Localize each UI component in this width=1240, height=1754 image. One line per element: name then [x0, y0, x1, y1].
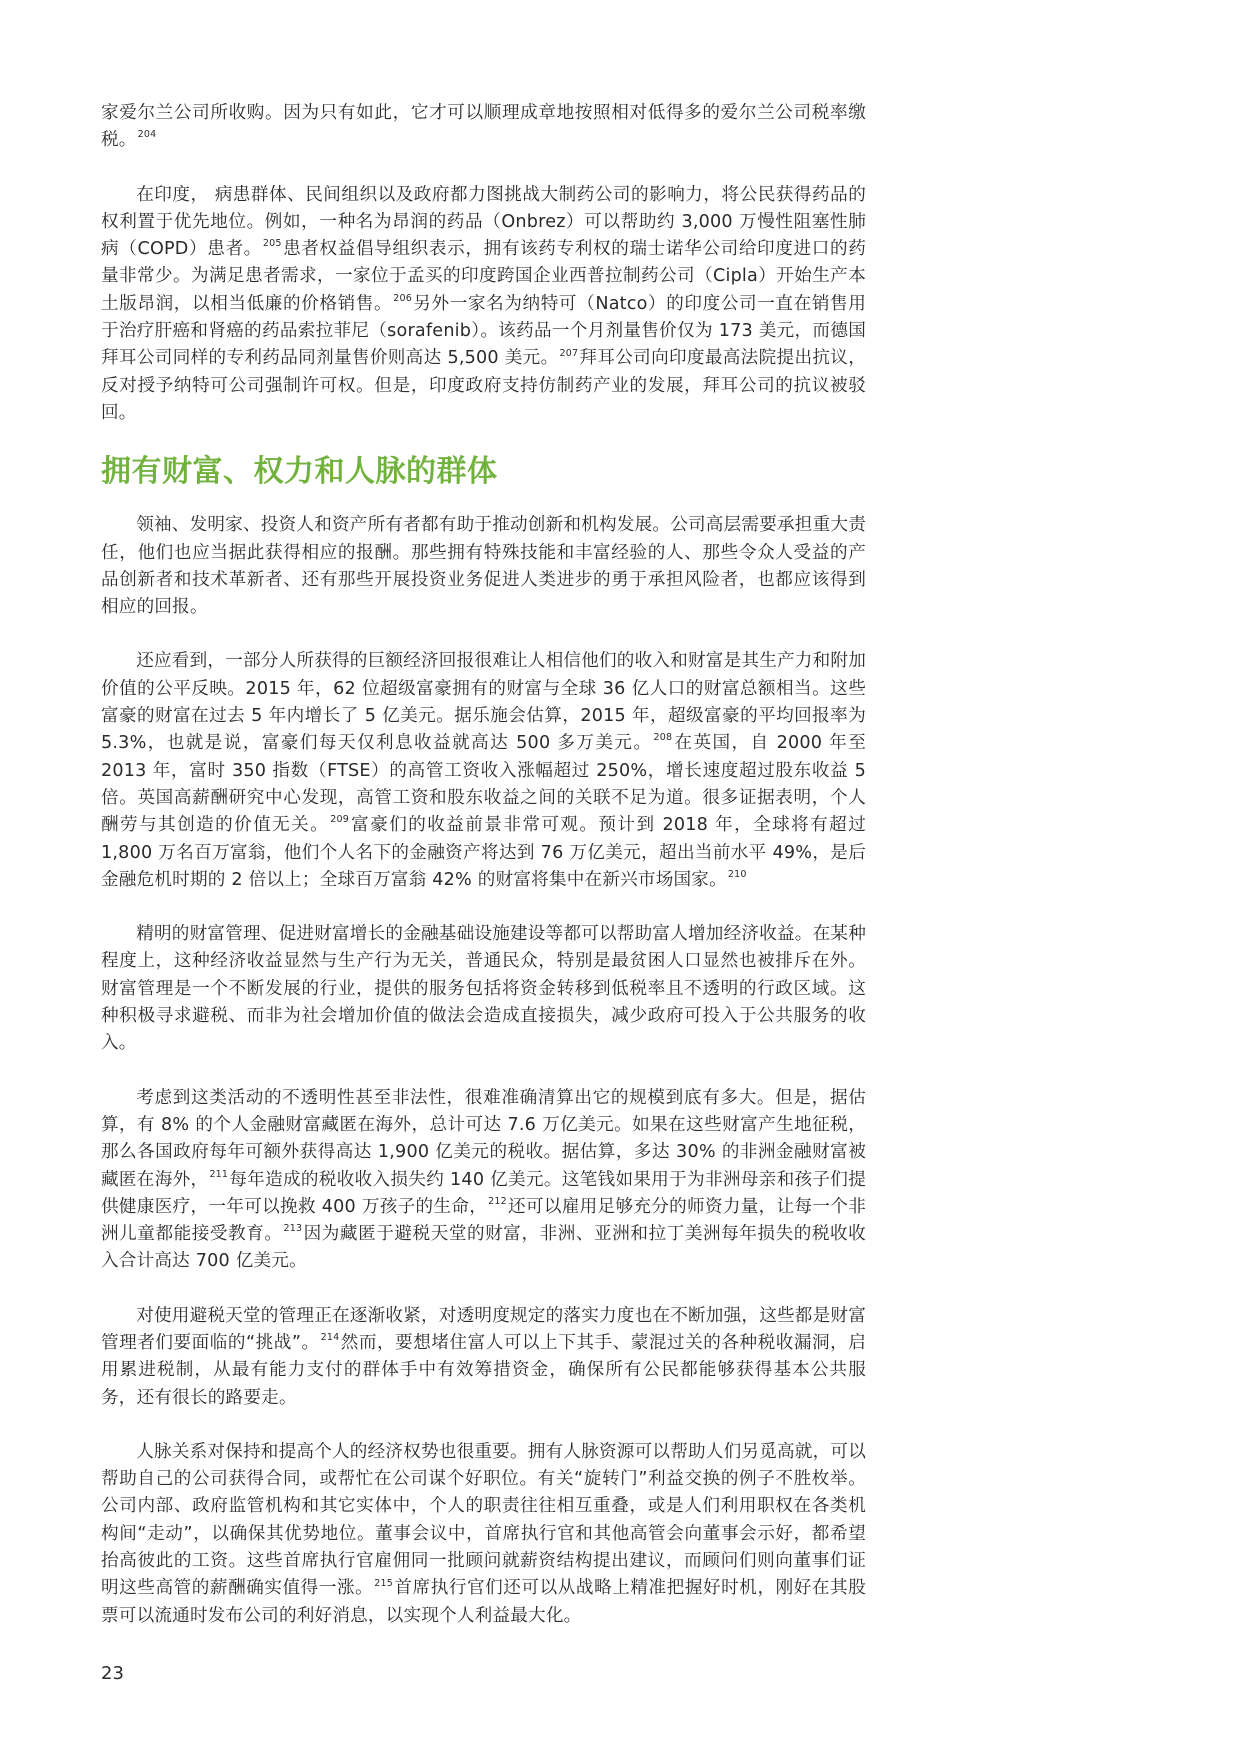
paragraph-text: 在英国，自 2000 年至 2013 年，富时 350 指数（FTSE）的高管工资收入涨幅超过 250%，增长速度超过股东收益 5 倍。英国高薪酬研究中心发现，高管工资和股东收益之间的关联不足为道。很多证据表明，个人酬劳与其创造的价值无关。: [101, 733, 866, 836]
paragraph-text: 对使用避税天堂的管理正在逐渐收紧，对透明度规定的落实力度也在不断加强，这些都是财富管理者们要面临的“挑战”。: [101, 1305, 866, 1353]
paragraph-text: 人脉关系对保持和提高个人的经济权势也很重要。拥有人脉资源可以帮助人们另觅高就，可以帮助自己的公司获得合同，或帮忙在公司谋个好职位。有关“旋转门”利益交换的例子不胜枚举。公司内部、政府监管机构和其它实体中，个人的职责往往相互重叠，或是人们利用职权在各类机构间“走动”，以确保其优势地位。董事会议中，首席执行官和其他高管会向董事会示好，都希望抬高彼此的工资。这些首席执行官雇佣同一批顾问就薪资结构提出建议，而顾问们则向董事们证明这些高管的薪酬确实值得一涨。: [101, 1441, 866, 1599]
page-number: 23: [101, 1663, 124, 1684]
footnote-ref: 211: [209, 1168, 229, 1180]
paragraph-text: 领袖、发明家、投资人和资产所有者都有助于推动创新和机构发展。公司高层需要承担重大责任，他们也应当据此获得相应的报酬。那些拥有特殊技能和丰富经验的人、那些令众人受益的产品创新者和技术革新者、还有那些开展投资业务促进人类进步的勇于承担风险者，也都应该得到相应的回报。: [101, 515, 866, 618]
footnote-ref: 210: [727, 868, 747, 880]
paragraph-text: 还可以雇用足够充分的师资力量，让每一个非洲儿童都能接受教育。: [101, 1196, 866, 1245]
paragraph-p5: [101, 921, 866, 1057]
paragraph-p2: [101, 182, 866, 428]
paragraph-text: 另外一家名为纳特可（Natco）的印度公司一直在销售用于治疗肝癌和肾癌的药品索拉菲尼（sorafenib）。该药品一个月剂量售价仅为 173 美元，而德国拜耳公司同样的专利药品同剂量售价则高达 5,500 美元。: [101, 293, 867, 369]
paragraph-text: 然而，要想堵住富人可以上下其手、蒙混过关的各种税收漏洞，启用累进税制，从最有能力支付的群体手中有效筹措资金，确保所有公民都能够获得基本公共服务，还有很长的路要走。: [101, 1332, 866, 1408]
footnote-ref: 205: [262, 238, 282, 250]
paragraph-text: 富豪们的收益前景非常可观。预计到 2018 年，全球将有超过 1,800 万名百万富翁，他们个人名下的金融资产将达到 76 万亿美元，超出当前水平 49%，是后金融危机时期的 2 倍以上；全球百万富翁 42% 的财富将集中在新兴市场国家。: [101, 815, 866, 890]
section-heading: 拥有财富、权力和人脉的群体: [101, 454, 498, 490]
paragraph-p6: [101, 1085, 866, 1276]
paragraph-text: 因为藏匿于避税天堂的财富，非洲、亚洲和拉丁美洲每年损失的税收收入合计高达 700 亿美元。: [101, 1224, 866, 1272]
footnote-ref: 213: [283, 1223, 303, 1235]
paragraph-p7: [101, 1303, 866, 1412]
paragraph-p4: [101, 648, 866, 894]
paragraph-p8: [101, 1439, 866, 1630]
footnote-ref: 214: [320, 1332, 340, 1344]
footnote-ref: 215: [374, 1577, 394, 1589]
paragraph-text: 每年造成的税收收入损失约 140 亿美元。这笔钱如果用于为非洲母亲和孩子们提供健康医疗，一年可以挽救 400 万孩子的生命，: [101, 1169, 867, 1217]
paragraph-text: 考虑到这类活动的不透明性甚至非法性，很难准确清算出它的规模到底有多大。但是，据估算，有 8% 的个人金融财富藏匿在海外，总计可达 7.6 万亿美元。如果在这些财富产生地征税，那么各国政府每年可额外获得高达 1,900 亿美元的税收。据估算，多达 30% 的非洲金融财富被藏匿在海外，: [101, 1087, 866, 1190]
footnote-ref: 212: [488, 1195, 507, 1207]
paragraph-text: 精明的财富管理、促进财富增长的金融基础设施建设等都可以帮助富人增加经济收益。在某种程度上，这种经济收益显然与生产行为无关，普通民众，特别是最贫困人口显然也被排斥在外。财富管理是一个不断发展的行业，提供的服务包括将资金转移到低税率且不透明的行政区域。这种积极寻求避税、而非为社会增加价值的做法会造成直接损失，减少政府可投入于公共服务的收入。: [101, 924, 866, 1054]
paragraph-text: 还应看到，一部分人所获得的巨额经济回报很难让人相信他们的收入和财富是其生产力和附加价值的公平反映。2015 年，62 位超级富豪拥有的财富与全球 36 亿人口的财富总额相当。这些富豪的财富在过去 5 年内增长了 5 亿美元。据乐施会估算，2015 年，超级富豪的平均回报率为 5.3%，也就是说，富豪们每天仅利息收益就高达 500 多万美元。: [101, 651, 866, 754]
footnote-ref: 207: [559, 347, 579, 359]
footnote-ref: 204: [137, 129, 157, 141]
footnote-ref: 208: [653, 732, 673, 744]
paragraph-text: 家爱尔兰公司所收购。因为只有如此，它才可以顺理成章地按照相对低得多的爱尔兰公司税率缴税。: [101, 103, 866, 151]
paragraph-text: 在印度， 病患群体、民间组织以及政府都力图挑战大制药公司的影响力，将公民获得药品的权利置于优先地位。例如，一种名为昂润的药品（Onbrez）可以帮助约 3,000 万慢性阻塞性肺病（COPD）患者。: [101, 184, 866, 260]
paragraph-text: 患者权益倡导组织表示，拥有该药专利权的瑞士诺华公司给印度进口的药量非常少。为满足患者需求，一家位于孟买的印度跨国企业西普拉制药公司（Cipla）开始生产本土版昂润，以相当低廉的价格销售。: [101, 239, 866, 314]
paragraph-text: 首席执行官们还可以从战略上精准把握好时机，刚好在其股票可以流通时发布公司的利好消息，以实现个人利益最大化。: [101, 1578, 866, 1626]
document-page: [101, 100, 866, 1657]
paragraph-p1: [101, 100, 866, 155]
footnote-ref: 209: [330, 814, 349, 826]
paragraph-p3: [101, 512, 866, 621]
footnote-ref: 206: [393, 292, 412, 304]
body-text-bottom: [101, 512, 866, 1630]
body-text-top: [101, 100, 866, 427]
paragraph-text: 拜耳公司向印度最高法院提出抗议，反对授予纳特可公司强制许可权。但是，印度政府支持仿制药产业的发展，拜耳公司的抗议被驳回。: [101, 348, 867, 423]
